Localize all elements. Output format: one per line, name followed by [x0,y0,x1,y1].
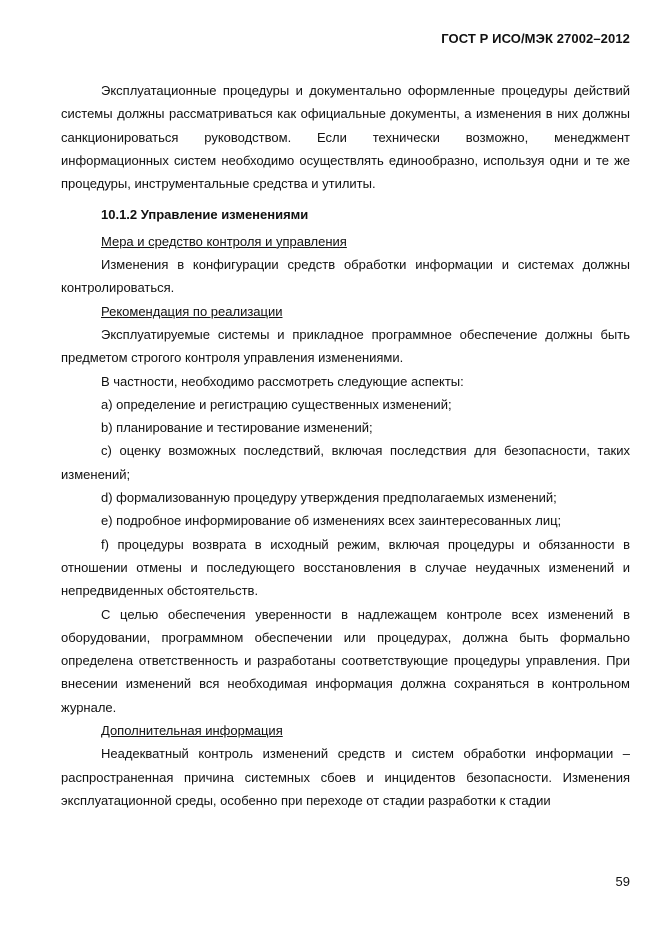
guidance-title: Рекомендация по реализации [101,303,283,319]
paragraph-control: Изменения в конфигурации средств обработки информации и системах должны контролироваться. [61,257,630,296]
list-item-b: b) планирование и тестирование изменений; [101,420,373,436]
subheading-control [61,230,630,253]
page-body [61,79,630,812]
paragraph-aspects-intro: В частности, необходимо рассмотреть следующие аспекты: [101,373,464,389]
list-item-e: e) подробное информирование об изменениях всех заинтересованных лиц; [101,513,562,529]
list-item-a: a) определение и регистрацию существенных изменений; [101,396,452,412]
list-item-d: d) формализованную процедуру утверждения предполагаемых изменений; [101,490,557,506]
paragraph-operational-procedures: Эксплуатационные процедуры и документально оформленные процедуры действий системы должны рассматриваться как официальные документы, а изменения в них должны санкционироваться руководством. Если технически возможно, менеджмент информационных систем необходимо осуществлять единообразно, используя одни и те же процедуры, инструментальные средства и утилиты. [61,83,630,192]
list-item-c: c) оценку возможных последствий, включая последствия для безопасности, таких изменений; [61,443,630,482]
paragraph-responsibility: С целью обеспечения уверенности в надлежащем контроле всех изменений в оборудовании, программном обеспечении или процедурах, должна быть формально определена ответственность и разработаны соответствующие процедуры управления. При внесении изменений вся необходимая информация должна сохраняться в контрольном журнале. [61,606,630,715]
other-title: Дополнительная информация [101,723,283,739]
subheading-other [61,719,630,742]
paragraph-other: Неадекватный контроль изменений средств и систем обработки информации – распространенная причина системных сбоев и инцидентов безопасности. Изменения эксплуатационной среды, особенно при переходе от стадии разработки к стадии [61,746,630,808]
document-header: ГОСТ Р ИСО/МЭК 27002–2012 [441,31,630,46]
section-heading: 10.1.2 Управление изменениями [101,207,309,223]
paragraph-guidance: Эксплуатируемые системы и прикладное программное обеспечение должны быть предметом строгого контроля управления изменениями. [61,326,630,366]
page-number: 59 [615,874,630,889]
list-item-f: f) процедуры возврата в исходный режим, включая процедуры и обязанности в отношении отмены и последующего восстановления в случае неудачных изменений и непредвиденных обстоятельств. [61,536,630,599]
control-title: Мера и средство контроля и управления [101,233,347,249]
subheading-guidance [61,300,630,323]
